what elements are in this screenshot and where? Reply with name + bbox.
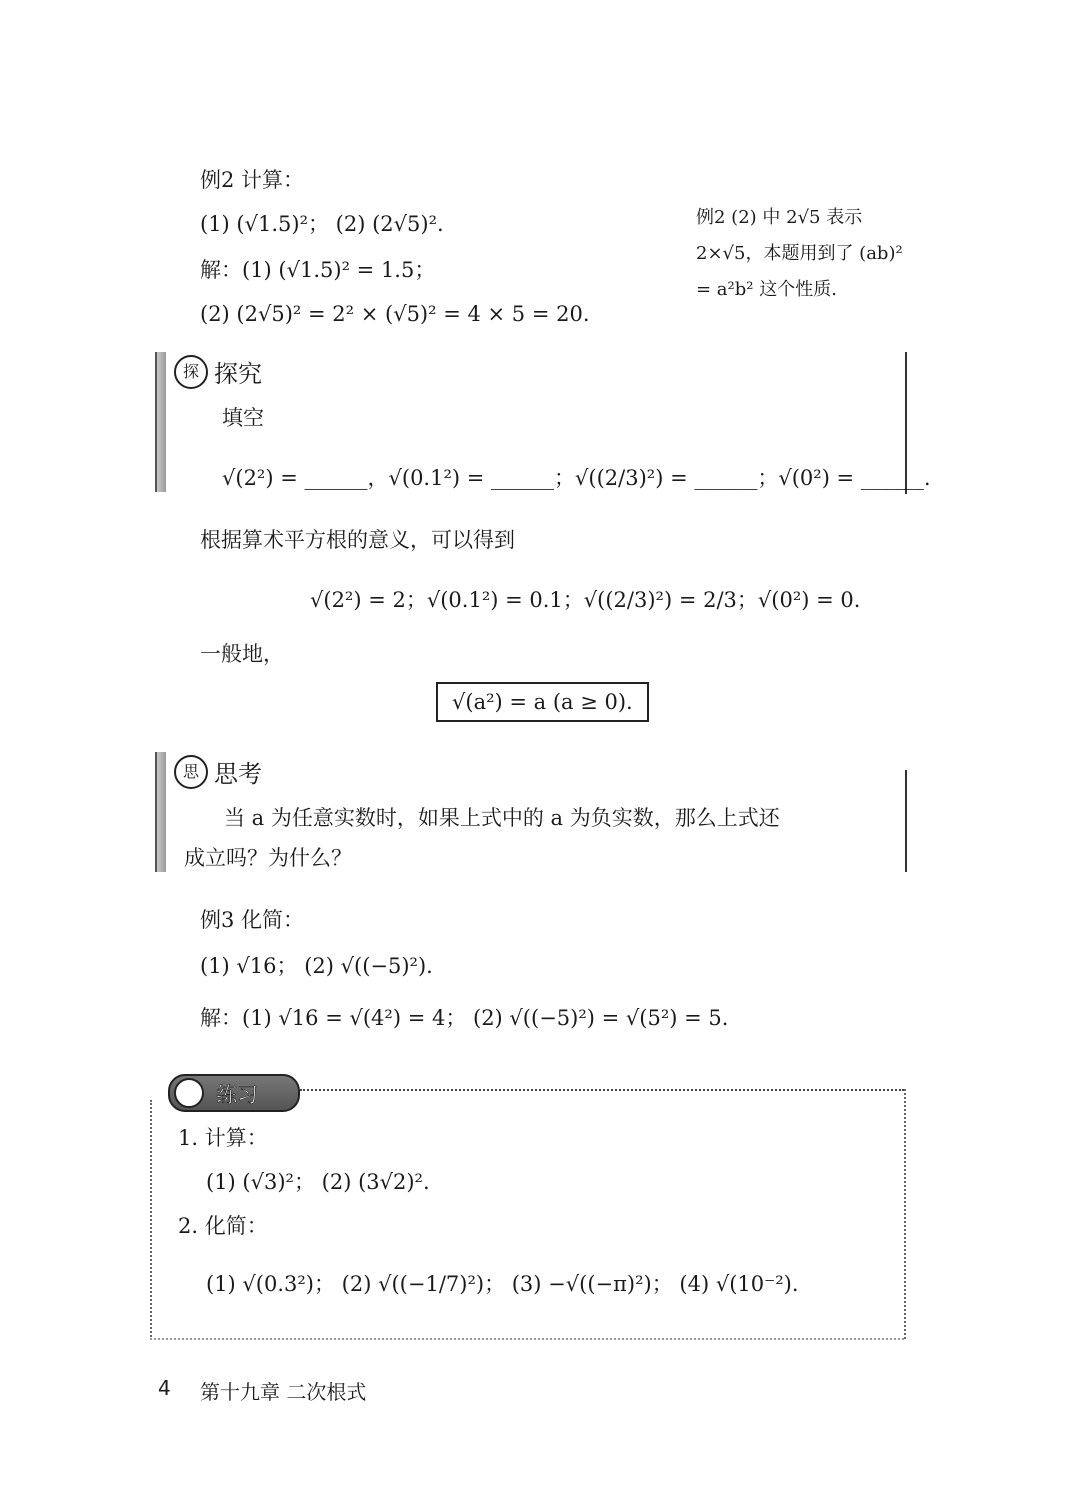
example2-problems: (1) (√1.5)²； (2) (2√5)². (200, 212, 444, 236)
practice-tab-label: 练习 (216, 1083, 258, 1107)
think-icon: 思 (174, 755, 208, 789)
example3-solution: 解：(1) √16 = √(4²) = 4； (2) √((−5)²) = √(5²) = 5. (200, 1006, 729, 1030)
practice-q2-title: 2. 化简： (178, 1214, 268, 1238)
practice-q1-items: (1) (√3)²； (2) (3√2)². (206, 1170, 430, 1194)
practice-tab (168, 1074, 300, 1112)
example3-problems: (1) √16； (2) √((−5)²). (200, 954, 433, 978)
example2-title: 例2 计算： (200, 168, 305, 192)
conclusion-general: 一般地， (200, 642, 284, 666)
practice-border-bottom (150, 1338, 904, 1340)
chapter-title: 第十九章 二次根式 (200, 1380, 367, 1404)
practice-border-left (150, 1100, 152, 1340)
think-frame-right (905, 770, 907, 872)
explore-heading: 探究 (214, 360, 262, 388)
page-number: 4 (158, 1376, 171, 1400)
example2-sidenote: 例2 (2) 中 2√5 表示 2×√5，本题用到了 (ab)² = a²b² 这个性质. (696, 207, 903, 300)
conclusion-intro: 根据算术平方根的意义，可以得到 (200, 528, 515, 552)
explore-frame-bar (155, 352, 166, 492)
practice-border-right (904, 1089, 906, 1339)
think-line-1: 当 a 为任意实数时，如果上式中的 a 为负实数，那么上式还 (224, 806, 780, 830)
conclusion-results: √(2²) = 2；√(0.1²) = 0.1；√((2/3)²) = 2/3；√(0²) = 0. (310, 588, 861, 612)
general-formula-box: √(a²) = a (a ≥ 0). (436, 682, 649, 722)
explore-icon: 探 (174, 355, 208, 389)
practice-icon (174, 1078, 204, 1108)
practice-q2-items: (1) √(0.3²)； (2) √((−1/7)²)； (3) −√((−π)²)； (4) √(10⁻²). (206, 1272, 799, 1296)
explore-blanks: √(2²) = ______，√(0.1²) = ______；√((2/3)²) = ______；√(0²) = ______. (222, 466, 931, 490)
example2-solution-2: (2) (2√5)² = 2² × (√5)² = 4 × 5 = 20. (200, 302, 590, 326)
think-frame-bar (155, 752, 166, 872)
practice-q1-title: 1. 计算： (178, 1126, 268, 1150)
think-line-2: 成立吗？为什么？ (184, 846, 352, 870)
example3-title: 例3 化简： (200, 908, 305, 932)
think-heading: 思考 (214, 760, 262, 788)
practice-border-top (300, 1089, 904, 1091)
example2-solution-1: 解：(1) (√1.5)² = 1.5； (200, 258, 436, 282)
explore-prompt: 填空 (222, 406, 264, 430)
